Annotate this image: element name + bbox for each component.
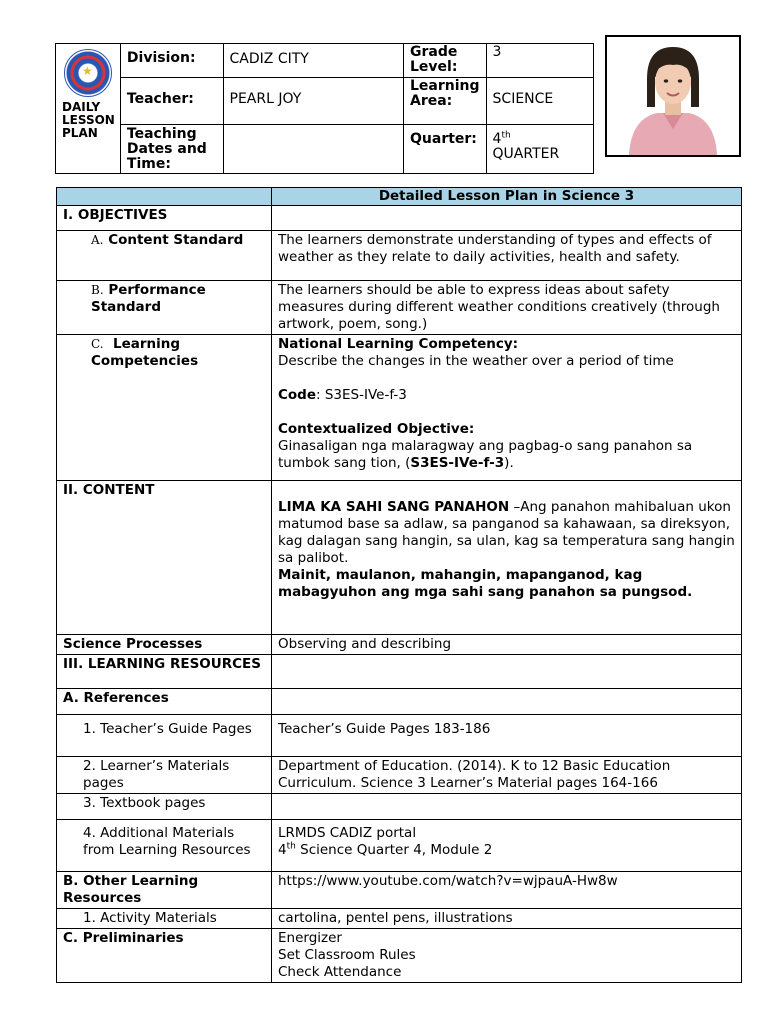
science-processes-value: Observing and describing [272, 635, 742, 655]
content-standard-label: A. Content Standard [57, 231, 272, 281]
division-label: Division: [120, 44, 223, 78]
references-heading: A. References [57, 689, 272, 715]
content-text [272, 481, 742, 635]
other-resources-link[interactable]: https://www.youtube.com/watch?v=wjpauA-Hw8w [272, 872, 742, 909]
competency-code: Code: S3ES-IVe-f-3 [278, 387, 407, 403]
header-table [55, 43, 594, 174]
preliminaries-label: C. Preliminaries [57, 929, 272, 983]
textbook-pages-value [272, 794, 742, 820]
teacher-value: PEARL JOY [223, 78, 403, 125]
content-title: LIMA KA SAHI SANG PANAHON [278, 499, 510, 515]
plan-title: Detailed Lesson Plan in Science 3 [272, 188, 742, 206]
teachers-guide-value: Teacher’s Guide Pages 183-186 [272, 715, 742, 757]
title-row [57, 188, 742, 206]
other-resources-label: B. Other Learning Resources [57, 872, 272, 909]
textbook-pages-label: 3. Textbook pages [57, 794, 272, 820]
list-item: Check Attendance [278, 964, 402, 980]
learning-competencies-row [57, 335, 742, 481]
content-description: –Ang panahon mahibaluan ukon matumod base sa adlaw, sa panganod sa kahawaan, sa direksyon, kag dalagan sang hangin, sa ulan, kag sa temperatura sang hangin sa palibot. [278, 499, 735, 566]
other-resources-row [57, 872, 742, 909]
additional-materials-label: 4. Additional Materials from Learning Resources [57, 820, 272, 872]
deped-seal-logo: ★ [64, 49, 112, 97]
national-competency-heading: National Learning Competency: [278, 336, 519, 352]
national-competency-text: Describe the changes in the weather over a period of time [278, 353, 674, 369]
teacher-photo [605, 35, 741, 157]
weather-types-text: Mainit, maulanon, mahangin, mapanganod, kag mabagyuhon ang mga sahi sang panahon sa pungsod. [278, 567, 693, 600]
content-standard-text: The learners demonstrate understanding of types and effects of weather as they relate to daily activities, health and safety. [272, 231, 742, 281]
learners-materials-value: Department of Education. (2014). K to 12 Basic Education Curriculum. Science 3 Learner’s Material pages 164-166 [272, 757, 742, 794]
contextualized-objective-heading: Contextualized Objective: [278, 421, 475, 437]
learning-competencies-label: C. Learning Competencies [57, 335, 272, 481]
activity-materials-row [57, 909, 742, 929]
teaching-dates-label: Teaching Dates and Time: [120, 125, 223, 174]
learning-resources-heading: III. LEARNING RESOURCES [57, 655, 272, 689]
learning-area-label: Learning Area: [404, 78, 487, 125]
quarter-value: 4th QUARTER [486, 125, 593, 174]
performance-standard-text: The learners should be able to express ideas about safety measures during different weather conditions creatively (through artwork, poem, song.) [272, 281, 742, 335]
learners-materials-label: 2. Learner’s Materials pages [57, 757, 272, 794]
list-item: Set Classroom Rules [278, 947, 416, 963]
objectives-row [57, 206, 742, 231]
learning-competencies-text [272, 335, 742, 481]
division-value: CADIZ CITY [223, 44, 403, 78]
learners-materials-row [57, 757, 742, 794]
learning-area-value: SCIENCE [486, 78, 593, 125]
grade-value: 3 [486, 44, 593, 78]
quarter-label: Quarter: [404, 125, 487, 174]
contextualized-objective-text: Ginasaligan nga malaragway ang pagbag-o sang panahon sa tumbok sang tion, (S3ES-IVe-f-3). [278, 438, 693, 471]
preliminaries-row [57, 929, 742, 983]
preliminaries-list [272, 929, 742, 983]
learning-resources-row [57, 655, 742, 689]
performance-standard-row [57, 281, 742, 335]
additional-materials-value: LRMDS CADIZ portal 4th Science Quarter 4, Module 2 [272, 820, 742, 872]
logo-cell [56, 44, 121, 174]
list-item: Energizer [278, 930, 342, 946]
science-processes-row [57, 635, 742, 655]
content-row [57, 481, 742, 635]
activity-materials-value: cartolina, pentel pens, illustrations [272, 909, 742, 929]
teacher-label: Teacher: [120, 78, 223, 125]
science-processes-label: Science Processes [57, 635, 272, 655]
textbook-pages-row [57, 794, 742, 820]
lesson-plan-table [56, 187, 742, 983]
grade-label: Grade Level: [404, 44, 487, 78]
performance-standard-label: B. Performance Standard [57, 281, 272, 335]
objectives-heading: I. OBJECTIVES [57, 206, 272, 231]
content-heading: II. CONTENT [57, 481, 272, 635]
additional-materials-row [57, 820, 742, 872]
teaching-dates-value [223, 125, 403, 174]
title-blank-cell [57, 188, 272, 206]
daily-lesson-plan-caption: DAILY LESSON PLAN [62, 100, 115, 140]
teachers-guide-label: 1. Teacher’s Guide Pages [57, 715, 272, 757]
teachers-guide-row [57, 715, 742, 757]
activity-materials-label: 1. Activity Materials [57, 909, 272, 929]
content-standard-row [57, 231, 742, 281]
references-row [57, 689, 742, 715]
